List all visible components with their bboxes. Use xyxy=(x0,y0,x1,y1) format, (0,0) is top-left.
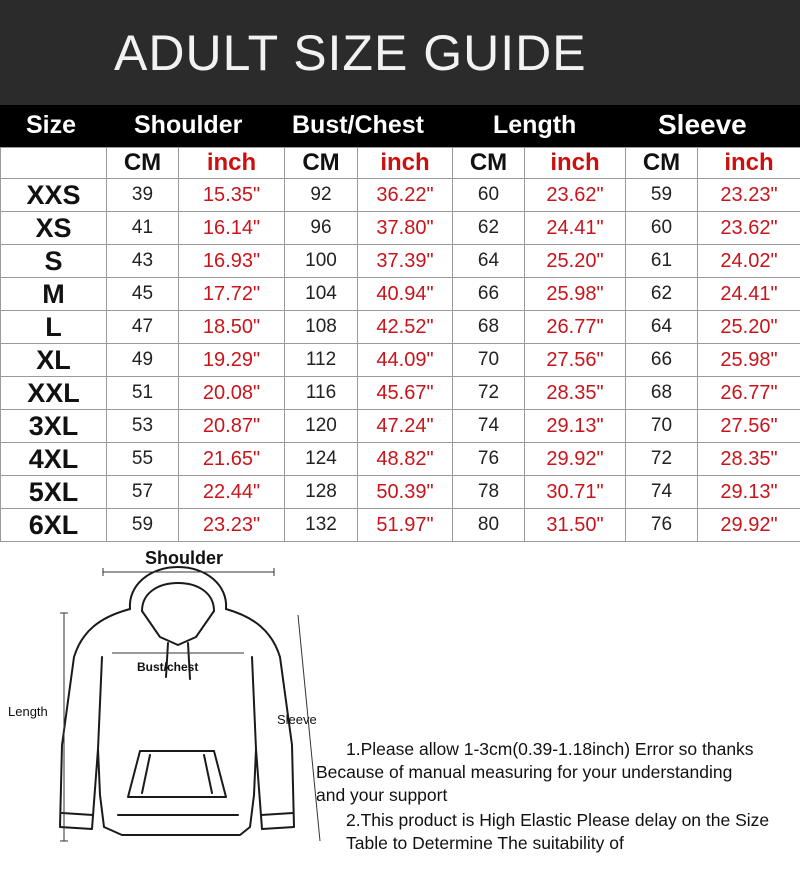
table-row xyxy=(1,476,800,509)
cm-value: 39 xyxy=(107,179,179,212)
title-banner xyxy=(0,0,800,105)
cm-value: 108 xyxy=(285,311,358,344)
note-2-line-1: 2.This product is High Elastic Please delay on the Size xyxy=(346,810,770,830)
inch-value: 27.56" xyxy=(698,410,800,443)
cm-value: 43 xyxy=(107,245,179,278)
cm-value: 80 xyxy=(453,509,525,542)
diagram-label-sleeve: Sleeve xyxy=(277,712,317,727)
inch-value: 23.23" xyxy=(698,179,800,212)
inch-value: 24.41" xyxy=(525,212,626,245)
inch-value: 31.50" xyxy=(525,509,626,542)
size-label: XL xyxy=(1,344,107,377)
cm-value: 78 xyxy=(453,476,525,509)
inch-value: 50.39" xyxy=(358,476,453,509)
header-shoulder: Shoulder xyxy=(134,111,243,139)
hoodie-diagram xyxy=(0,545,340,870)
note-2-line-2: Table to Determine The suitability of xyxy=(346,833,624,853)
inch-value: 23.23" xyxy=(179,509,285,542)
table-row xyxy=(1,245,800,278)
inch-value: 20.87" xyxy=(179,410,285,443)
cm-value: 66 xyxy=(453,278,525,311)
unit-length-inch: inch xyxy=(525,148,626,179)
inch-value: 40.94" xyxy=(358,278,453,311)
notes xyxy=(316,738,800,855)
inch-value: 25.98" xyxy=(525,278,626,311)
cm-value: 104 xyxy=(285,278,358,311)
table-row xyxy=(1,377,800,410)
cm-value: 76 xyxy=(626,509,698,542)
cm-value: 72 xyxy=(626,443,698,476)
cm-value: 60 xyxy=(626,212,698,245)
unit-row xyxy=(1,148,800,179)
size-label: XXL xyxy=(1,377,107,410)
cm-value: 45 xyxy=(107,278,179,311)
inch-value: 29.13" xyxy=(525,410,626,443)
size-label: XS xyxy=(1,212,107,245)
inch-value: 28.35" xyxy=(698,443,800,476)
unit-blank xyxy=(1,148,107,179)
cm-value: 92 xyxy=(285,179,358,212)
cm-value: 120 xyxy=(285,410,358,443)
cm-value: 59 xyxy=(107,509,179,542)
cm-value: 59 xyxy=(626,179,698,212)
inch-value: 23.62" xyxy=(525,179,626,212)
table-row xyxy=(1,410,800,443)
cm-value: 55 xyxy=(107,443,179,476)
inch-value: 22.44" xyxy=(179,476,285,509)
size-table xyxy=(0,147,800,542)
table-row xyxy=(1,278,800,311)
cm-value: 70 xyxy=(453,344,525,377)
note-1-line-3: and your support xyxy=(316,785,448,805)
cm-value: 62 xyxy=(453,212,525,245)
inch-value: 36.22" xyxy=(358,179,453,212)
inch-value: 16.14" xyxy=(179,212,285,245)
inch-value: 18.50" xyxy=(179,311,285,344)
cm-value: 96 xyxy=(285,212,358,245)
page-title: ADULT SIZE GUIDE xyxy=(114,24,587,81)
cm-value: 76 xyxy=(453,443,525,476)
size-label: 5XL xyxy=(1,476,107,509)
cm-value: 60 xyxy=(453,179,525,212)
cm-value: 112 xyxy=(285,344,358,377)
unit-shoulder-inch: inch xyxy=(179,148,285,179)
inch-value: 25.20" xyxy=(525,245,626,278)
size-label: M xyxy=(1,278,107,311)
table-header xyxy=(0,105,800,147)
cm-value: 64 xyxy=(453,245,525,278)
inch-value: 26.77" xyxy=(698,377,800,410)
cm-value: 51 xyxy=(107,377,179,410)
cm-value: 53 xyxy=(107,410,179,443)
inch-value: 17.72" xyxy=(179,278,285,311)
header-bust-chest: Bust/Chest xyxy=(292,111,424,139)
unit-shoulder-cm: CM xyxy=(107,148,179,179)
inch-value: 24.41" xyxy=(698,278,800,311)
size-label: 3XL xyxy=(1,410,107,443)
inch-value: 26.77" xyxy=(525,311,626,344)
cm-value: 116 xyxy=(285,377,358,410)
unit-sleeve-inch: inch xyxy=(698,148,800,179)
unit-bust-inch: inch xyxy=(358,148,453,179)
inch-value: 37.80" xyxy=(358,212,453,245)
inch-value: 47.24" xyxy=(358,410,453,443)
cm-value: 64 xyxy=(626,311,698,344)
inch-value: 16.93" xyxy=(179,245,285,278)
cm-value: 57 xyxy=(107,476,179,509)
cm-value: 68 xyxy=(626,377,698,410)
cm-value: 62 xyxy=(626,278,698,311)
cm-value: 74 xyxy=(453,410,525,443)
note-1-line-1: 1.Please allow 1-3cm(0.39-1.18inch) Error so thanks xyxy=(346,739,754,759)
header-length: Length xyxy=(493,111,577,139)
unit-bust-cm: CM xyxy=(285,148,358,179)
diagram-label-shoulder: Shoulder xyxy=(145,548,224,568)
inch-value: 20.08" xyxy=(179,377,285,410)
diagram-label-bust: Bust/chest xyxy=(137,660,199,674)
inch-value: 24.02" xyxy=(698,245,800,278)
table-row xyxy=(1,311,800,344)
cm-value: 70 xyxy=(626,410,698,443)
size-label: L xyxy=(1,311,107,344)
inch-value: 25.98" xyxy=(698,344,800,377)
table-row xyxy=(1,509,800,542)
inch-value: 28.35" xyxy=(525,377,626,410)
cm-value: 47 xyxy=(107,311,179,344)
inch-value: 21.65" xyxy=(179,443,285,476)
size-label: S xyxy=(1,245,107,278)
cm-value: 49 xyxy=(107,344,179,377)
inch-value: 29.92" xyxy=(698,509,800,542)
cm-value: 132 xyxy=(285,509,358,542)
inch-value: 42.52" xyxy=(358,311,453,344)
inch-value: 19.29" xyxy=(179,344,285,377)
table-row xyxy=(1,212,800,245)
inch-value: 27.56" xyxy=(525,344,626,377)
cm-value: 124 xyxy=(285,443,358,476)
table-row xyxy=(1,179,800,212)
table-row xyxy=(1,443,800,476)
size-label: XXS xyxy=(1,179,107,212)
inch-value: 37.39" xyxy=(358,245,453,278)
cm-value: 61 xyxy=(626,245,698,278)
size-label: 6XL xyxy=(1,509,107,542)
inch-value: 44.09" xyxy=(358,344,453,377)
cm-value: 72 xyxy=(453,377,525,410)
cm-value: 74 xyxy=(626,476,698,509)
inch-value: 29.13" xyxy=(698,476,800,509)
unit-length-cm: CM xyxy=(453,148,525,179)
cm-value: 100 xyxy=(285,245,358,278)
cm-value: 128 xyxy=(285,476,358,509)
inch-value: 25.20" xyxy=(698,311,800,344)
inch-value: 48.82" xyxy=(358,443,453,476)
inch-value: 51.97" xyxy=(358,509,453,542)
inch-value: 45.67" xyxy=(358,377,453,410)
cm-value: 68 xyxy=(453,311,525,344)
inch-value: 29.92" xyxy=(525,443,626,476)
note-1-line-2: Because of manual measuring for your understanding xyxy=(316,762,733,782)
inch-value: 23.62" xyxy=(698,212,800,245)
inch-value: 15.35" xyxy=(179,179,285,212)
diagram-label-length: Length xyxy=(8,704,48,719)
cm-value: 41 xyxy=(107,212,179,245)
header-sleeve: Sleeve xyxy=(658,109,747,140)
unit-sleeve-cm: CM xyxy=(626,148,698,179)
cm-value: 66 xyxy=(626,344,698,377)
size-label: 4XL xyxy=(1,443,107,476)
header-size: Size xyxy=(26,111,77,139)
table-row xyxy=(1,344,800,377)
inch-value: 30.71" xyxy=(525,476,626,509)
